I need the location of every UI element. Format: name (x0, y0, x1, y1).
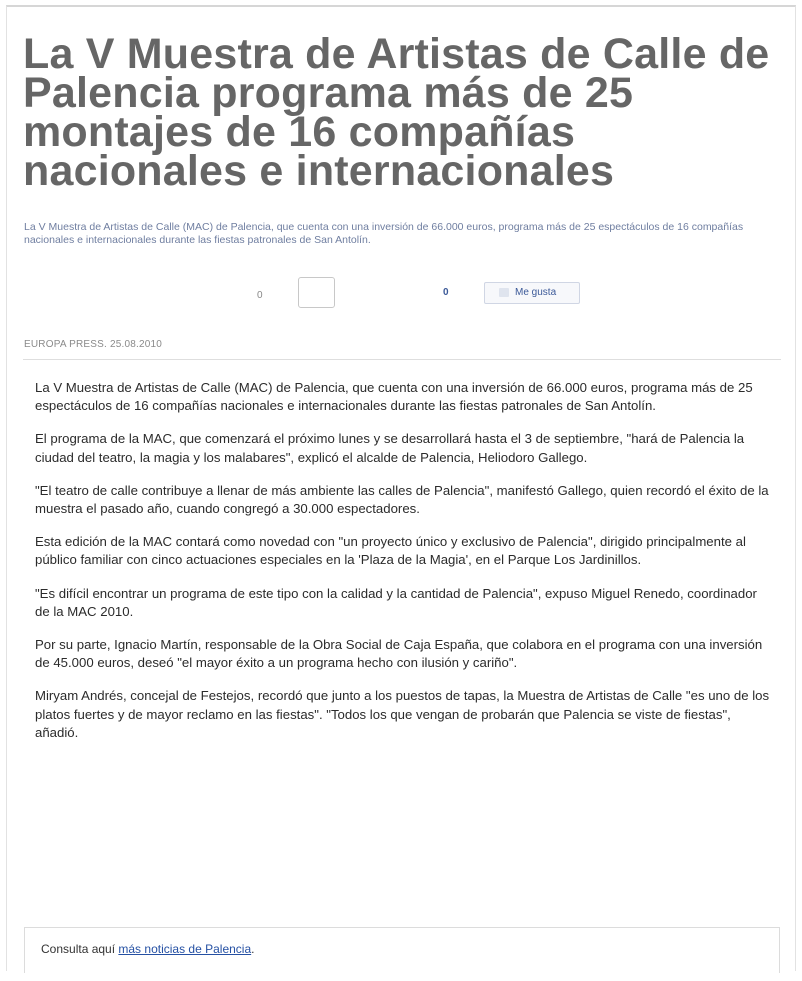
more-news-box (24, 927, 780, 973)
article-subtitle: La V Muestra de Artistas de Calle (MAC) de Palencia, que cuenta con una inversión de 66.000 euros, programa más de 25 espectáculos de 16 compañías nacionales e internacionales durante las fiestas patronales de San Antolín. (24, 221, 744, 246)
byline: EUROPA PRESS. 25.08.2010 (24, 339, 163, 350)
thumbs-up-icon (499, 288, 509, 297)
paragraph: Miryam Andrés, concejal de Festejos, recordó que junto a los puestos de tapas, la Muestra de Artistas de Calle "es uno de los platos fuertes y de mayor reclamo en las fiestas". "Todos los que vengan de probarán que Palencia se viste de fiestas", añadió. (35, 688, 770, 740)
like-button-label: Me gusta (515, 287, 557, 298)
like-count: 0 (443, 287, 449, 298)
paragraph: "El teatro de calle contribuye a llenar de más ambiente las calles de Palencia", manifestó Gallego, quien recordó el éxito de la muestra el pasado año, cuando congregó a 30.000 espectadores. (35, 482, 769, 517)
paragraph: Esta edición de la MAC contará como novedad con "un proyecto único y exclusivo de Palencia", dirigido principalmente al público familiar con cinco actuaciones especiales en la 'Plaza de la Magia', en el Parque Los Jardinillos. (35, 534, 746, 568)
more-news-prefix: Consulta aquí (41, 942, 119, 956)
paragraph: "Es difícil encontrar un programa de este tipo con la calidad y la cantidad de Palencia", expuso Miguel Renedo, coordinador de la MAC 2010. (35, 585, 757, 619)
more-news-suffix: . (251, 942, 255, 956)
paragraph: La V Muestra de Artistas de Calle (MAC) de Palencia, que cuenta con una inversión de 66.000 euros, programa más de 25 espectáculos de 16 compañías nacionales e internacionales durante las fiestas patronales de San Antolín. (35, 380, 753, 414)
share-counter-box[interactable] (298, 277, 335, 308)
like-button[interactable] (484, 282, 580, 304)
social-bar (7, 277, 797, 313)
paragraph: El programa de la MAC, que comenzará el próximo lunes y se desarrollará hasta el 3 de septiembre, "hará de Palencia la ciudad del teatro, la magia y los malabares", explicó el alcalde de Palencia, Heliodoro Gallego. (35, 431, 745, 465)
more-news-link[interactable]: más noticias de Palencia (118, 942, 252, 956)
divider (23, 359, 781, 360)
paragraph: Por su parte, Ignacio Martín, responsable de la Obra Social de Caja España, que colabora en el programa con una inversión de 45.000 euros, deseó "el mayor éxito a un programa hecho con ilusión y cariño". (35, 637, 763, 671)
share-count: 0 (257, 290, 263, 301)
headline: La V Muestra de Artistas de Calle de Palencia programa más de 25 montajes de 16 compañías nacionales e internacionales (23, 30, 770, 195)
article-body (35, 379, 773, 757)
article-page (6, 5, 796, 971)
